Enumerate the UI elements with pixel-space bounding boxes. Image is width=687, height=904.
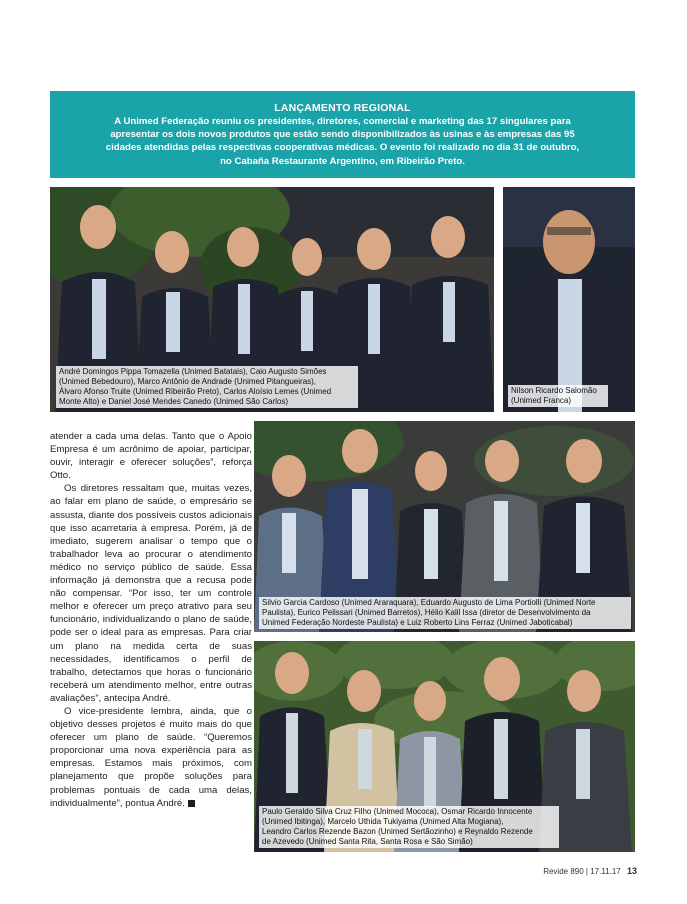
- caption-line: Álvaro Afonso Truite (Unimed Ribeirão Preto), Carlos Aloísio Lemes (Unimed: [59, 387, 332, 396]
- publication-info: Revide 890 | 17.11.17: [543, 867, 621, 876]
- page-footer: [543, 866, 637, 876]
- banner-line: A Unimed Federação reuniu os presidentes, diretores, comercial e marketing das 17 singulares para: [114, 116, 571, 127]
- caption-line: de Azevedo (Unimed Santa Rita, Santa Rosa e São Simão): [262, 837, 473, 846]
- header-banner: [50, 91, 635, 178]
- banner-title: LANÇAMENTO REGIONAL: [274, 102, 411, 114]
- caption-line: André Domingos Pippa Tomazella (Unimed Batatais), Caio Augusto Simões: [59, 367, 327, 376]
- photo-caption: [508, 385, 608, 407]
- caption-line: Silvio Garcia Cardoso (Unimed Araraquara), Eduardo Augusto de Lima Portiolli (Unimed Norte: [262, 598, 596, 607]
- photo-illustration: [503, 187, 635, 412]
- page-number: 13: [626, 866, 637, 876]
- article-body: [50, 430, 252, 810]
- caption-line: Unimed Federação Nordeste Paulista) e Luiz Roberto Lins Ferraz (Unimed Jaboticabal): [262, 618, 573, 627]
- caption-line: (Unimed Ibitinga), Marcelo Uthida Tukiyama (Unimed Alta Mogiana),: [262, 817, 504, 826]
- photo-caption: [259, 597, 631, 629]
- banner-line: apresentar os dois novos produtos que estão sendo disponibilizados às usinas e às empresas das 95: [110, 129, 575, 141]
- photo-caption: [56, 366, 358, 408]
- caption-line: Nilson Ricardo Salomão: [511, 386, 597, 395]
- banner-line: cidades atendidas pelas respectivas cooperativas médicas. O evento foi realizado no dia 31 de outubro,: [105, 142, 580, 154]
- caption-line: Leandro Carlos Rezende Bazon (Unimed Sertãozinho) e Reynaldo Rezende: [262, 827, 533, 836]
- caption-line: (Unimed Franca): [511, 396, 572, 405]
- banner-text: [60, 115, 625, 168]
- article-paragraph: atender a cada uma delas. Tanto que o Apoio Empresa é um acrônimo de apoiar, participar, ouvir, interagir e oferecer soluções”, reforça Otto.: [50, 431, 252, 482]
- photo-caption: [259, 806, 559, 848]
- end-mark-icon: [188, 800, 195, 807]
- article-paragraph-text: O vice-presidente lembra, ainda, que o objetivo desses projetos é muito mais do que oferecer um plano de saúde. “Queremos proporcionar uma nova experiência para as empresas. Estamos mais próximos, com planejamento que propõe soluções para problemas pontuais de cada uma delas, individualmente”, pontua André.: [50, 705, 252, 809]
- caption-line: Monte Alto) e Daniel José Mendes Canedo (Unimed São Carlos): [59, 397, 289, 406]
- banner-line: no Cabaña Restaurante Argentino, em Ribeirão Preto.: [220, 155, 465, 167]
- article-paragraph: Os diretores ressaltam que, muitas vezes, ao falar em plano de saúde, o empresário se assusta, diante dos possíveis custos adicionais que isso acarretaria à empresa. Porém, já de imediato, sugerem analisar o tempo que o trabalhador leva ao procurar o atendimento médico no serviço público de saúde. Essa informação já demonstra que a recusa pode não compensar. “Por isso, ter um controle melhor e oferecer um preço atrativo para seu funcionário, individualizando o plano de saúde, pode ser o ideal para as empresas. Para criar um plano na medida certa de suas necessidades, identificamos o perfil de trabalho, detectamos que horas o funcionário receberá um atendimento melhor, entre outras avaliações”, antecipa André.: [50, 483, 252, 704]
- caption-line: Paulo Geraldo Silva Cruz Filho (Unimed Mococa), Osmar Ricardo Innocente: [262, 807, 533, 816]
- caption-line: Paulista), Eurico Pelissari (Unimed Barretos), Hélio Kalil Issa (diretor de Desenvolvimento da: [262, 608, 591, 617]
- portrait-photo: [503, 187, 635, 412]
- caption-line: (Unimed Bebedouro), Marco Antônio de Andrade (Unimed Pitangueiras),: [59, 377, 317, 386]
- article-paragraph-last: [50, 705, 252, 810]
